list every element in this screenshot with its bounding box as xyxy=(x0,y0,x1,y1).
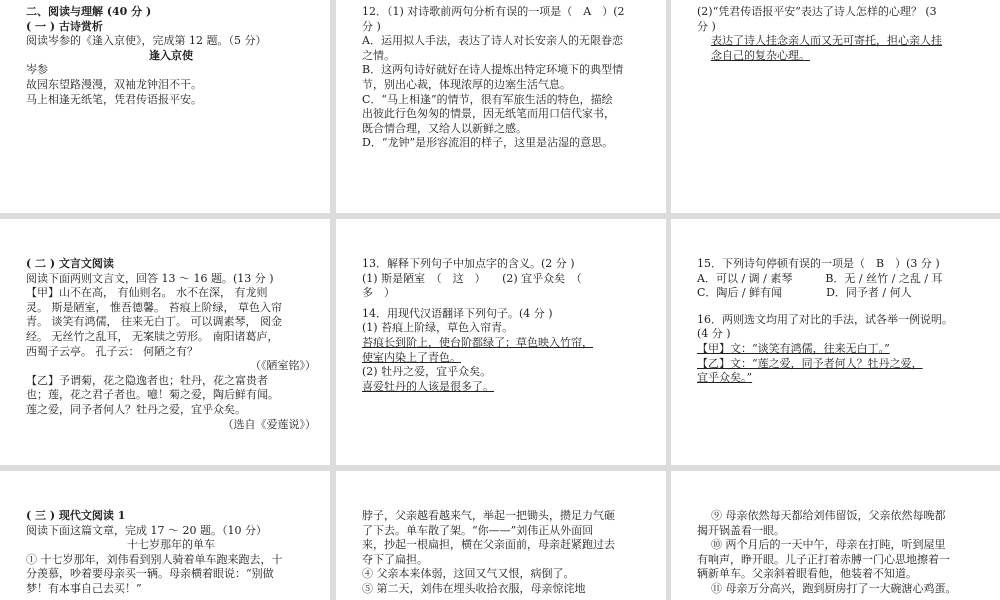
article-line: ⑨ 母亲依然每天都给刘伟留饭，父亲依然每晚都 xyxy=(711,509,946,522)
question-text: 14．用现代汉语翻译下列句子。(4 分 ) xyxy=(362,306,553,320)
passage-line: 西蜀子云亭。 孔子云： 何陋之有？ xyxy=(26,344,198,358)
article-line: 辆新单车。父亲斜着眼看他，他装着不知道。 xyxy=(697,567,917,581)
option-b: B．这两句诗好就好在诗人提炼出特定环境下的典型情 xyxy=(362,63,624,77)
passage-source: （《陋室铭》） xyxy=(250,359,316,373)
question-text: 分 ) xyxy=(362,19,381,33)
section-heading: 二、阅读与理解 (40 分 ) xyxy=(26,5,152,18)
article-line: ⑤ 第二天，刘伟在埋头收拾衣服，母亲惊诧地 xyxy=(362,581,586,595)
question-text: 12．（1) 对诗歌前两句分析有误的一项是（ A ）(2 xyxy=(362,5,625,18)
passage-line: 也；莲，花之君子者也。噫！菊之爱，陶后鲜有闻。 xyxy=(26,388,279,402)
answer-text: 喜爱牡丹的人该是很多了。 xyxy=(362,379,494,393)
panel-questions-13-14 xyxy=(336,219,666,465)
option-text: A．可以 / 调 / 素琴 B．无 / 丝竹 / 之乱 / 耳 xyxy=(697,271,943,285)
passage-source: （选自《爱莲说》） xyxy=(222,417,316,431)
panel-modern-reading xyxy=(0,471,330,600)
article-line: 夺下了扁担。 xyxy=(362,552,428,566)
poem-title: 逢入京使 xyxy=(149,48,193,62)
option-text: C．陶后 / 鲜有闻 D．同予者 / 何人 xyxy=(697,286,912,300)
option-d: D．“龙钟”是形容流泪的样子，这里是沾湿的意思。 xyxy=(362,136,614,150)
poem-author: 岑参 xyxy=(26,63,48,77)
poem-line: 马上相逢无纸笔，凭君传语报平安。 xyxy=(26,92,202,106)
instruction-text: 阅读下面两则文言文，回答 13 ～ 16 题。(13 分 ) xyxy=(26,271,274,285)
article-line: 分羡慕，吵着要母亲买一辆。母亲横着眼说：“别做 xyxy=(26,567,274,581)
article-line: ④ 父亲本来体弱，这回又气又恨，病倒了。 xyxy=(362,567,575,581)
subsection-heading: ( 二 ) 文言文阅读 xyxy=(26,257,114,270)
option-c: 出彼此行色匆匆的情景，因无纸笔而用口信代家书， xyxy=(362,107,615,121)
article-line: ⑪ 母亲万分高兴，跑到厨房打了一大碗溏心鸡蛋。 xyxy=(711,581,957,595)
passage-line: 青。 谈笑有鸿儒， 往来无白丁。 可以调素琴， 阅金 xyxy=(26,315,282,329)
panel-article-continued xyxy=(336,471,666,600)
article-line: 揭开锅盖看一眼。 xyxy=(697,523,785,537)
question-text: 15．下列诗句停顿有误的一项是（ B ）(3 分 ) xyxy=(697,257,940,270)
passage-line: 莲之爱，同予者何人？牡丹之爱，宜乎众矣。 xyxy=(26,402,246,416)
question-text: 16．两则选文均用了对比的手法，试各举一例说明。 xyxy=(697,312,953,326)
panel-classical-text xyxy=(0,219,330,465)
article-line: 梦！有本事自己去买！” xyxy=(26,581,142,595)
option-a: 之情。 xyxy=(362,48,395,62)
option-c: C．“马上相逢”的情节，很有军旅生活的特色，描绘 xyxy=(362,92,613,106)
sentence-text: (1) 苔痕上阶绿，草色入帘青。 xyxy=(362,321,514,335)
sentence-text: (2) 牡丹之爱，宜乎众矣。 xyxy=(362,365,492,379)
question-text: (2)“凭君传语报平安”表达了诗人怎样的心理？ (3 xyxy=(697,5,937,18)
article-line: ① 十七岁那年，刘伟看到别人骑着单车跑来跑去，十 xyxy=(26,552,283,566)
question-text: 多 ） xyxy=(362,286,395,300)
poem-line: 故园东望路漫漫，双袖龙钟泪不干。 xyxy=(26,77,202,91)
option-a: A．运用拟人手法，表达了诗人对长安亲人的无限眷恋 xyxy=(362,34,623,48)
passage-line: 灵。 斯是陋室， 惟吾德馨。 苔痕上阶绿， 草色入帘 xyxy=(26,300,282,314)
subsection-heading: ( 一 ) 古诗赏析 xyxy=(26,19,103,33)
passage-line: 【乙】予谓菊，花之隐逸者也；牡丹，花之富贵者 xyxy=(26,373,268,387)
panel-question-12 xyxy=(336,0,666,213)
article-line: ⑩ 两个月后的一天中午，母亲在打盹，听到屋里 xyxy=(711,538,946,552)
passage-line: 【甲】山不在高， 有仙则名。 水不在深， 有龙则 xyxy=(26,286,268,300)
spacer xyxy=(697,301,986,313)
panel-poem xyxy=(0,0,330,213)
option-b: 节，别出心裁，体现浓厚的边塞生活气息。 xyxy=(362,77,571,91)
instruction-text: 阅读岑参的《逢入京使》，完成第 12 题。（5 分） xyxy=(26,34,267,48)
option-c: 既合情合理，又给人以新鲜之感。 xyxy=(362,121,527,135)
answer-text: 表达了诗人挂念亲人而又无可寄托，担心亲人挂 xyxy=(711,34,942,48)
answer-text: 【甲】文：“谈笑有鸿儒，往来无白丁。” xyxy=(697,341,890,355)
answer-text: 宜乎众矣。” xyxy=(697,371,753,385)
article-line: 了下去。单车散了架。“你——”刘伟正从外面回 xyxy=(362,523,594,537)
answer-text: 使室内染上了青色。 xyxy=(362,350,461,364)
answer-text: 念自己的复杂心理。 xyxy=(711,48,810,62)
panel-question-12-2 xyxy=(671,0,1000,213)
article-line: 来，抄起一根扁担，横在父亲面前，母亲赶紧跑过去 xyxy=(362,538,615,552)
answer-text: 苔痕长到阶上，使台阶都绿了；草色映入竹帘， xyxy=(362,335,593,349)
article-line: 脖子，父亲越看越来气，举起一把锄头，攒足力气砸 xyxy=(362,509,615,522)
question-text: (1) 斯是陋室 （ 这 ） (2) 宜乎众矣 （ xyxy=(362,271,582,285)
article-title: 十七岁那年的单车 xyxy=(127,538,215,552)
answer-text: 【乙】文：“莲之爱，同予者何人？牡丹之爱， xyxy=(697,356,923,370)
subsection-heading: ( 三 ) 现代文阅读 1 xyxy=(26,509,126,522)
question-text: (4 分 ) xyxy=(697,327,731,341)
instruction-text: 阅读下面这篇文章，完成 17 ～ 20 题。（10 分） xyxy=(26,523,267,537)
passage-line: 经。 无丝竹之乱耳， 无案牍之劳形。 南阳诸葛庐， xyxy=(26,329,279,343)
panel-questions-15-16 xyxy=(671,219,1000,465)
panel-article-later xyxy=(671,471,1000,600)
article-line: 有响声，睁开眼。儿子正打着赤膊一门心思地擦着一 xyxy=(697,552,950,566)
question-text: 分 ) xyxy=(697,19,716,33)
question-text: 13．解释下列句子中加点字的含义。(2 分 ) xyxy=(362,257,575,270)
